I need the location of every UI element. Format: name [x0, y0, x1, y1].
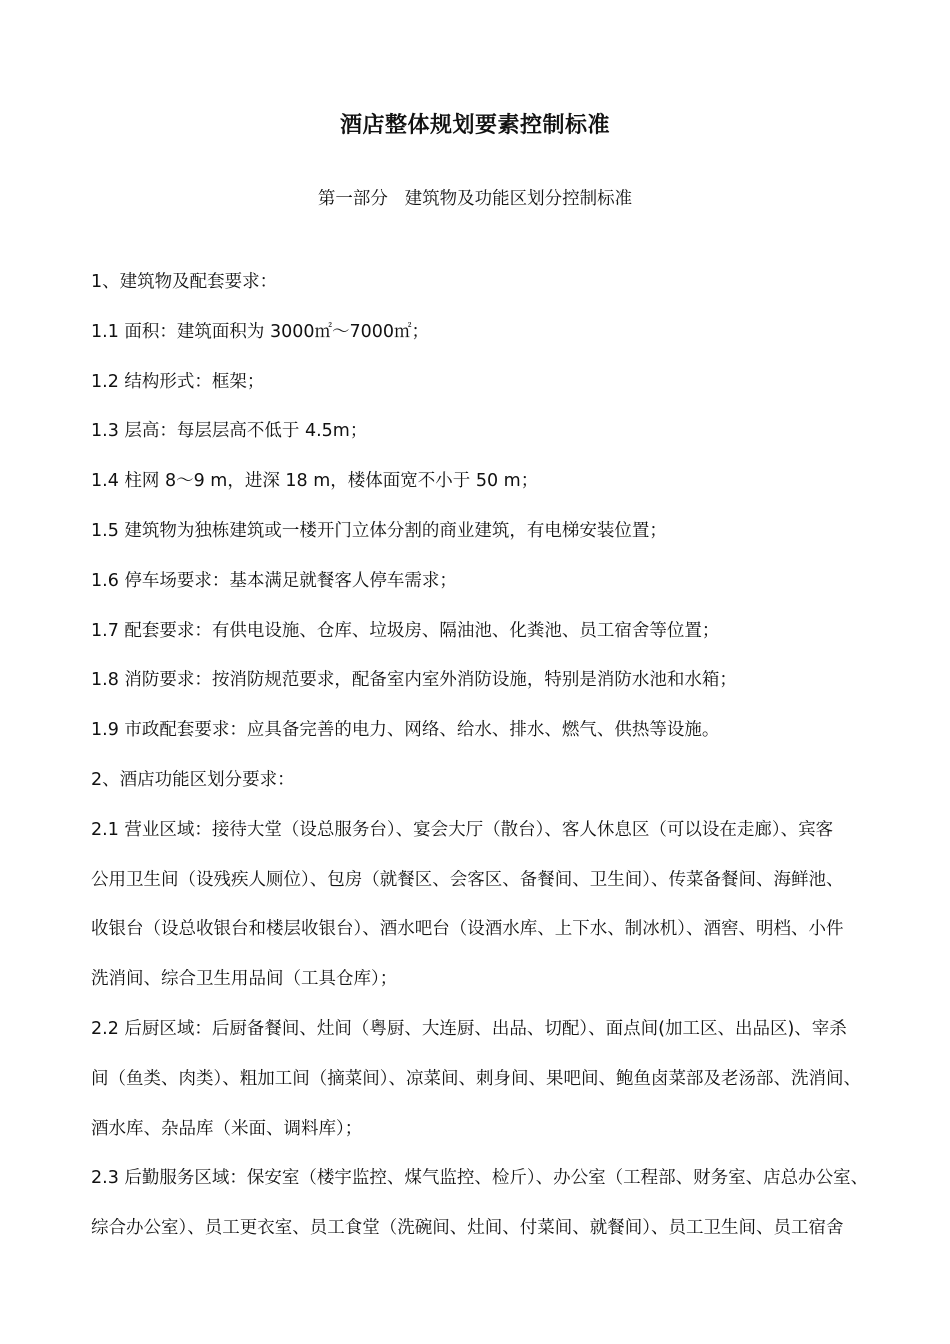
paragraph-line: 2.3 后勤服务区域：保安室（楼宇监控、煤气监控、检斤）、办公室（工程部、财务室、店总办公室、	[91, 1168, 869, 1189]
paragraph-line: 1.4 柱网 8～9 m，进深 18 m，楼体面宽不小于 50 m；	[91, 471, 539, 492]
document-title: 酒店整体规划要素控制标准	[339, 113, 610, 138]
paragraph-line: 1.2 结构形式：框架；	[91, 371, 265, 392]
paragraph-line: 2、酒店功能区划分要求：	[91, 769, 295, 790]
paragraph-line: 1.9 市政配套要求：应具备完善的电力、网络、给水、排水、燃气、供热等设施。	[91, 720, 720, 741]
paragraph-line: 2.2 后厨区域：后厨备餐间、灶间（粤厨、大连厨、出品、切配）、面点间(加工区、出品区)、宰杀	[91, 1018, 847, 1039]
paragraph-line: 公用卫生间（设残疾人厕位）、包房（就餐区、会客区、备餐间、卫生间）、传菜备餐间、海鲜池、	[91, 869, 844, 890]
paragraph-line: 1.3 层高：每层层高不低于 4.5m；	[91, 421, 368, 442]
paragraph-line: 收银台（设总收银台和楼层收银台）、酒水吧台（设酒水库、上下水、制冰机）、酒窖、明档、小件	[91, 919, 844, 940]
paragraph-line: 综合办公室）、员工更衣室、员工食堂（洗碗间、灶间、付菜间、就餐间）、员工卫生间、员工宿舍	[91, 1218, 844, 1239]
document-body	[91, 258, 871, 1254]
paragraph-line: 酒水库、杂品库（米面、调料库）；	[91, 1118, 363, 1139]
paragraph-line: 1.6 停车场要求：基本满足就餐客人停车需求；	[91, 570, 457, 591]
paragraph-line: 1、建筑物及配套要求：	[91, 272, 278, 292]
paragraph-line: 1.1 面积：建筑面积为 3000㎡～7000㎡；	[91, 321, 430, 342]
paragraph-line: 1.8 消防要求：按消防规范要求，配备室内室外消防设施，特别是消防水池和水箱；	[91, 670, 737, 691]
paragraph-line: 1.5 建筑物为独栋建筑或一楼开门立体分割的商业建筑，有电梯安装位置；	[91, 520, 667, 541]
document-subtitle: 第一部分 建筑物及功能区划分控制标准	[317, 189, 633, 209]
paragraph-line: 2.1 营业区域：接待大堂（设总服务台）、宴会大厅（散台）、客人休息区（可以设在走廊）、宾客	[91, 819, 834, 840]
paragraph-line: 间（鱼类、肉类）、粗加工间（摘菜间）、凉菜间、刺身间、果吧间、鲍鱼卤菜部及老汤部、洗消间、	[91, 1068, 861, 1089]
paragraph-line: 洗消间、综合卫生用品间（工具仓库）；	[91, 969, 398, 990]
paragraph-line: 1.7 配套要求：有供电设施、仓库、垃圾房、隔油池、化粪池、员工宿舍等位置；	[91, 620, 720, 641]
